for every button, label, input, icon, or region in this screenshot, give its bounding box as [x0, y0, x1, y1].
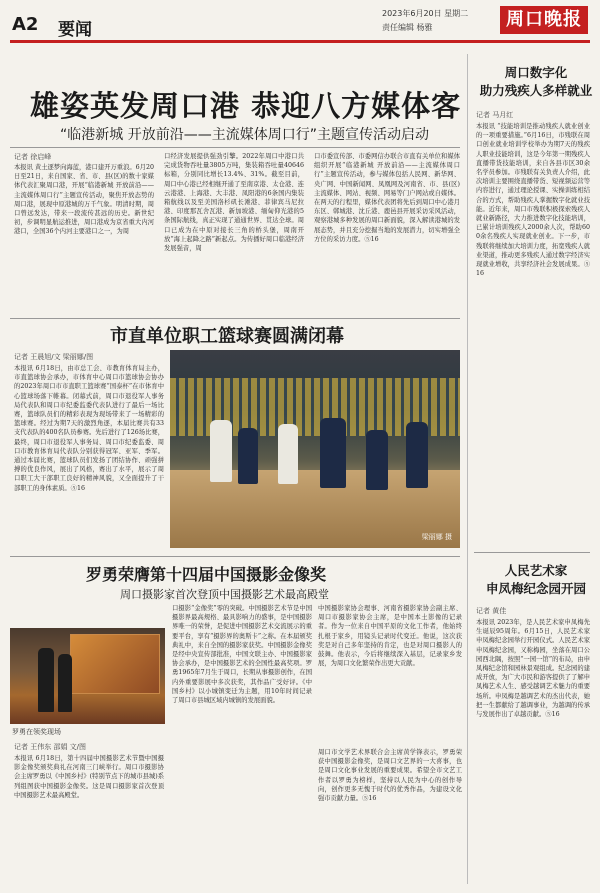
header-rule	[10, 40, 590, 43]
award-subheadline: 周口摄影家首次登顶中国摄影艺术最高殿堂	[120, 588, 329, 601]
sidebar-bottom-byline: 记者 黄佳	[476, 607, 507, 615]
lead-column-3: 口市委宣传部、市委网信办联合市直有关单位和媒体组织开展“临港新城 开放前沿——主流媒体周口行”主题宣传活动，参与媒体包括人民网、新华网、央广网、中国新闻网、凤凰网及河南省、市、县(区)主流媒体、网站、视频、网易等门户网站或自媒体。在两天的行程里，媒体代表团将先后到周口中心港月东区、郸城港、沈丘港、鹿邑县开展采访采风活动，观察港城多种发展的周口新面貌，深入解读港城的发展态势，并且充分挖掘当地的发展潜力，切实增强全方位的采访力度。⑤16	[314, 153, 460, 243]
sidebar-bottom-headline-line2: 申凤梅纪念园开园	[485, 581, 586, 596]
award-column-3: 中国摄影家协会理事、河南省摄影家协会副主席、周口市摄影家协会主席，是中国本土影像的记录者。作为一位来自中国平原的文化工作者，他始终扎根于家乡，用镜头记录时代变迁。他说，这次获奖是对自己多年坚持的肯定，也是对周口摄影人的鼓舞。他表示，今后将继续深入基层，记录家乡发展，为周口文化繁荣作出更大贡献。	[318, 605, 462, 668]
sidebar-rule	[474, 552, 590, 553]
player-figure	[278, 424, 298, 484]
masthead-logo: 周口晚报	[500, 6, 588, 34]
award-byline: 记者 王伟东 邵娟 文/图	[14, 743, 87, 751]
player-figure	[238, 428, 258, 484]
basketball-headline: 市直单位职工篮球赛圆满闭幕	[110, 326, 344, 347]
award-photo-caption: 罗勇在领奖现场	[12, 728, 61, 736]
sidebar-divider	[467, 54, 468, 884]
editor-credit: 责任编辑 杨雅	[382, 23, 433, 32]
page-number: A2	[12, 14, 39, 35]
section-name: 要闻	[58, 20, 92, 40]
sidebar-top-body: 本报讯 “技能培训是推动残疾人就业创业的一项重要措施。”6月16日，市残联在周口创业就业培训学校举办为期7天的残疾人职业技能培训，这是今年第一期残疾人直播带货技能培训，来自各县市区30余名学员参加。市残联有关负责人介绍，此次培训主要围绕直播带货、短视频运营等内容进行，通过理论授课、实操训练相结合的方式，帮助残疾人掌握数字化就业技能。近年来，周口市残联积极探索残疾人就业新路径，大力推进数字化技能培训，已累计培训残疾人2000余人次，帮助600余名残疾人实现就业创业。下一步，市残联将继续加大培训力度，拓宽残疾人就业渠道，推动更多残疾人通过数字经济实现就业增收，共享经济社会发展成果。⑤16	[476, 123, 590, 278]
lead-headline: 雄姿英发周口港 恭迎八方媒体客	[30, 89, 462, 123]
awardee-figure	[38, 648, 54, 712]
player-figure	[320, 418, 346, 488]
award-column-1: 本报讯 6月18日，第十四届中国摄影艺术节暨中国摄影金像奖颁奖典礼在河南三门峡举行。周口市摄影协会主席罗勇以《中国乡村》(特别节点下的城市县城)系列组图获中国摄影金像奖。这是周口摄影家首次登顶中国摄影艺术最高殿堂。	[14, 755, 164, 799]
lead-subheadline: “临港新城 开放前沿——主流媒体周口行”主题宣传活动启动	[60, 127, 429, 143]
award-headline: 罗勇荣膺第十四届中国摄影金像奖	[86, 565, 327, 584]
player-figure	[406, 422, 428, 488]
lead-byline: 记者 徐启峰	[14, 153, 52, 161]
basketball-byline: 记者 王晨旭/文 梁丽娜/图	[14, 353, 94, 361]
basketball-photo-credit: 梁丽娜 摄	[421, 533, 452, 541]
issue-date: 2023年6月20日 星期二	[382, 9, 469, 18]
sidebar-top-byline: 记者 马月红	[476, 111, 514, 119]
lead-rule	[10, 147, 460, 148]
sidebar-top-headline-line1: 周口数字化	[504, 65, 568, 80]
sidebar-top-headline	[478, 64, 594, 100]
lead-column-2: 口经济发展提供强劲引擎。2022年周口中港口共完成货物吞吐量3805万吨，集装箱吞吐量40646标箱，分别同比增长13.4%、31%。截至目前，周口中心港已经相继开通了至南京港、太仓港、连云港港、上海港、大丰港、凤阳港的6条国内集装箱航线以及至美国洛杉矶长滩港、菲律宾马尼拉港、印度那瓦舍瓦港、新加坡港、缅甸仰光港的5条国际航线，真正实现了通通世界、贯达全球。周口已成为在中原对接长三角的桥头堡，周南开放“海上起降之路”新起点。为传播好周口临港经济发展强音，周	[164, 153, 304, 253]
sidebar-top-headline-line2: 助力残疾人多样就业	[479, 83, 593, 98]
presenter-figure	[58, 654, 72, 712]
award-rule	[10, 556, 460, 557]
sidebar-bottom-headline	[478, 562, 594, 598]
sidebar-bottom-headline-line1: 人民艺术家	[504, 563, 568, 578]
award-photo	[10, 628, 165, 724]
sidebar-bottom-body: 本报讯 2023年，是人民艺术家申凤梅先生诞辰95周年。6月15日，人民艺术家申凤梅纪念园举行开园仪式。人民艺术家申凤梅纪念园，又称梅园，坐落在周口公园西北隅，按照“一园一馆”的布局，由申凤梅纪念馆和园林景观组成。纪念园的建成开放，为广大市民和游客提供了了解申凤梅艺术人生、感受越调艺术魅力的重要场所。申凤梅是越调艺术的杰出代表，她把一生都献给了越调事业，为越调的传承与发展作出了卓越贡献。⑤16	[476, 619, 590, 719]
basketball-body: 本报讯 6月18日，由市总工会、市教育体育局主办，市直篮球协会承办，市体育中心周口市篮球协会协办的2023年周口市市直职工篮球赛“国泰杯”在市体育中心篮球场落下帷幕。闭幕式前，周口市退役军人事务局代表队和周口市纪委监委代表队进行了最后一场比赛，篮球队员们的精彩表现为现场带来了一场精彩的篮球赛。经过为期7天的激烈角逐，本届比赛共有33支代表队的400名队员参赛。先后进行了126场比赛，最终，周口市退役军人事务局、周口市纪委监委、周口市教育体育局代表队分别获得冠军、亚军、季军。通过本届比赛，篮球队员们发扬了团结协作、顽强拼搏的优良作风，展出了风格，赛出了水平，展示了周口职工大干部职工良好的精神风貌，又全面提升了干部职工的身体素质。⑤16	[14, 365, 164, 492]
basketball-rule	[10, 318, 460, 319]
lead-column-1: 本报讯 黄土逐梦向海蓝，港口建开万重浪。6月20日至21日，来自国家、省、市、县(区)的数十家媒体代表汇聚周口港，开展“临港新城 开放前沿——主流媒体周口行”主题宣传活动，聚焦开放态势的周口港，展现中原港城的万千气象。明清时期，周口曾远发达，带来一段流传甚远的历史。新世纪初，步调明显航运推进，周口港成为京省重大内河港口，全国36个内河主要港口之一，为周	[14, 164, 154, 236]
player-figure	[210, 420, 232, 482]
player-figure	[366, 430, 388, 490]
award-column-2: 口摄影“金像奖”零的突破。中国摄影艺术节是中国摄影界最高规格、最具影响力的盛事，是中国摄影界唯一的荣誉，是促进中国摄影艺术交流展示的重要平台，享有“摄影界的奥斯卡”之称。在本届颁奖典礼中，来自全国的摄影家获奖。中国摄影金像奖是经中央宣传部批准，中国文联主办、中国摄影家协会承办，是中国摄影艺术的全国性最高奖项。罗勇1965年7月生于周口，长期从事摄影创作，在国内外重要影展中多次获奖，其作品广受好评。《中国乡村》以小城镇变迁为主题，用10年时间记录了周口市县城区域内城镇的发展面貌。	[172, 605, 312, 705]
award-screen-graphic	[70, 634, 160, 694]
basketball-photo	[170, 350, 460, 548]
award-column-4: 周口市文学艺术界联合会主席黄学锋表示，罗勇荣获中国摄影金像奖，是周口文艺界的一大喜事，也是周口文化事业发展的重要成果。希望全市文艺工作者以罗勇为榜样，坚持以人民为中心的创作导向，创作更多无愧于时代的优秀作品，为建设文化强市贡献力量。⑤16	[318, 749, 462, 803]
